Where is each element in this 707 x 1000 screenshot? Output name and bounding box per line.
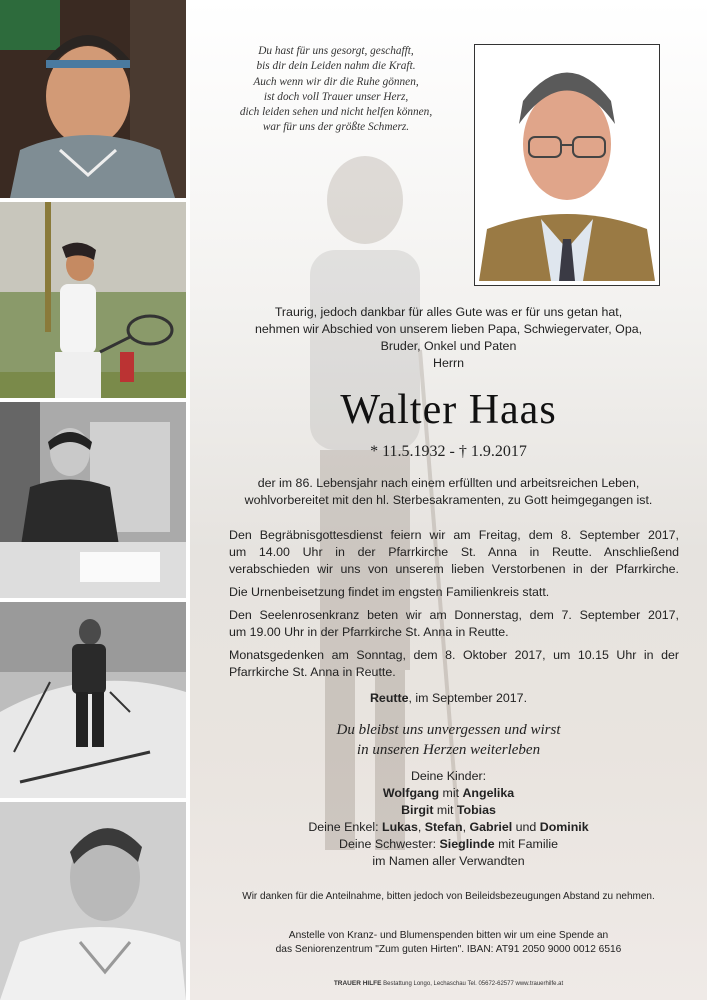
place-town: Reutte xyxy=(369,691,409,705)
footer-text: Bestattung Longo, Lechaschau Tel. 05672-62577 www.trauerhilfe.at xyxy=(381,981,564,987)
sister-name: Sieglinde xyxy=(439,837,495,851)
funeral-line: Den Begräbnisgottesdienst feiern wir am Freitag, dem 8. September 2017, xyxy=(229,528,679,542)
sister-label: Deine Schwester: xyxy=(339,837,440,851)
family-list xyxy=(190,768,707,870)
child-partner: Angelika xyxy=(462,786,515,800)
intro-honorific: Herrn xyxy=(433,356,464,370)
deceased-portrait-photo xyxy=(479,49,655,281)
child-entry xyxy=(190,785,707,802)
photo-tennis xyxy=(0,202,186,398)
deceased-portrait-frame xyxy=(474,44,660,286)
photo-young-portrait xyxy=(0,802,186,1000)
monthly-line: Pfarrkirche St. Anna in Reutte. xyxy=(229,664,396,679)
children-label: Deine Kinder: xyxy=(410,769,487,783)
rosary-paragraph xyxy=(229,607,679,641)
urn-line: Die Urnenbeisetzung findet im engsten Familienkreis statt. xyxy=(229,585,550,599)
poem-line: war für uns der größte Schmerz. xyxy=(262,121,410,134)
poem-line: ist doch voll Trauer unser Herz, xyxy=(263,90,409,103)
background-figure-image xyxy=(250,150,470,870)
place-rest: , im September 2017. xyxy=(408,691,528,705)
footer-brand: TRAUER HILFE xyxy=(333,980,382,987)
rosary-line: um 19.00 Uhr in der Pfarrkirche St. Anna in Reutte. xyxy=(229,624,509,639)
grandchild-name: Stefan xyxy=(424,820,463,834)
poem-line: dich leiden sehen und nicht helfen können, xyxy=(239,106,433,119)
donation-line: Anstelle von Kranz- und Blumenspenden bitten wir um eine Spende an xyxy=(288,930,609,941)
deceased-name: Walter Haas xyxy=(340,387,557,433)
intro-line: Bruder, Onkel und Paten xyxy=(380,339,517,353)
relatives-line: im Namen aller Verwandten xyxy=(372,854,525,868)
footer-credit xyxy=(190,980,707,987)
life-line: wohlvorbereitet mit den hl. Sterbesakramenten, zu Gott heimgegangen ist. xyxy=(244,493,653,507)
urn-paragraph xyxy=(229,584,679,601)
grandchildren-entry xyxy=(190,819,707,836)
child-mit: mit xyxy=(433,803,457,817)
poem xyxy=(200,44,472,136)
separator: , xyxy=(462,820,470,834)
funeral-line: verabschieden wir uns von unserem lieben Verstorbenen in der Pfarrkirche. xyxy=(229,561,679,576)
memorial-quote xyxy=(190,720,707,760)
poem-line: Auch wenn wir dir die Ruhe gönnen, xyxy=(253,75,419,88)
separator: , xyxy=(417,820,425,834)
separator: und xyxy=(512,820,540,834)
donation-note xyxy=(190,929,707,957)
grandchild-name: Gabriel xyxy=(469,820,513,834)
child-name: Wolfgang xyxy=(382,786,440,800)
funeral-paragraph xyxy=(229,527,679,578)
photo-office xyxy=(0,402,186,598)
grandchild-name: Dominik xyxy=(539,820,589,834)
sister-rest: mit Familie xyxy=(494,837,558,851)
child-partner: Tobias xyxy=(456,803,496,817)
donation-line: das Seniorenzentrum "Zum guten Hirten". IBAN: AT91 2050 9000 0012 6516 xyxy=(275,944,622,955)
child-entry xyxy=(190,802,707,819)
monthly-line: Monatsgedenken am Sonntag, dem 8. Oktober 2017, um 10.15 Uhr in der xyxy=(229,648,679,662)
grandchild-name: Lukas xyxy=(382,820,418,834)
grandchildren-label: Deine Enkel: xyxy=(308,820,383,834)
photo-headband xyxy=(0,0,186,198)
funeral-line: um 14.00 Uhr in der Pfarrkirche St. Anna in Reutte. Anschließend xyxy=(229,544,679,559)
sister-entry xyxy=(190,836,707,853)
child-name: Birgit xyxy=(401,803,434,817)
rosary-line: Den Seelenrosenkranz beten wir am Donnerstag, dem 7. September 2017, xyxy=(229,608,679,622)
intro-text xyxy=(190,304,707,372)
quote-line: Du bleibst uns unvergessen und wirst xyxy=(336,722,561,738)
intro-line: Traurig, jedoch dankbar für alles Gute was er für uns getan hat, xyxy=(274,305,623,319)
thanks-note: Wir danken für die Anteilnahme, bitten jedoch von Beileidsbezeugungen Abstand zu nehmen. xyxy=(242,891,655,902)
photo-column xyxy=(0,0,186,1000)
poem-line: Du hast für uns gesorgt, geschafft, xyxy=(258,45,414,57)
quote-line: in unseren Herzen weiterleben xyxy=(356,742,541,758)
life-line: der im 86. Lebensjahr nach einem erfüllten und arbeitsreichen Leben, xyxy=(257,476,640,490)
child-mit: mit xyxy=(439,786,463,800)
life-text xyxy=(190,475,707,509)
poem-line: bis dir dein Leiden nahm die Kraft. xyxy=(256,60,416,73)
life-dates: * 11.5.1932 - † 1.9.2017 xyxy=(370,443,527,460)
place-date xyxy=(190,691,707,705)
intro-line: nehmen wir Abschied von unserem lieben Papa, Schwiegervater, Opa, xyxy=(254,322,643,336)
monthly-paragraph xyxy=(229,647,679,681)
photo-skiing xyxy=(0,602,186,798)
